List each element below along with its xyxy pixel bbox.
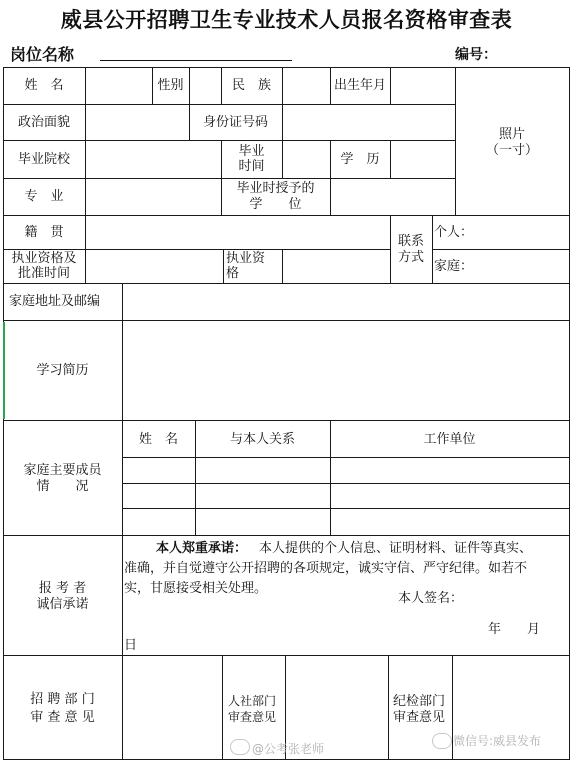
family-members-label: 家庭主要成员 bbox=[23, 463, 102, 478]
member-name-header: 姓 名 bbox=[138, 432, 178, 447]
personal-phone-label: 个人： bbox=[434, 225, 474, 240]
pledge-text-line-1: 本人提供的个人信息、证明材料、证件等真实、 bbox=[259, 541, 533, 556]
license-label-2: 格 bbox=[226, 266, 240, 281]
family-members-label-2: 情 况 bbox=[36, 479, 89, 494]
ethnicity-label: 民 族 bbox=[231, 78, 271, 93]
form-title: 威县公开招聘卫生专业技术人员报名资格审查表 bbox=[60, 8, 513, 32]
day-label: 日 bbox=[124, 638, 138, 653]
serial-number-label: 编号： bbox=[455, 47, 497, 63]
pledge-heading: 本人郑重承诺： bbox=[156, 541, 248, 556]
contact-label: 联系 bbox=[397, 234, 424, 249]
signature-label: 本人签名： bbox=[398, 591, 464, 606]
relation-header: 与本人关系 bbox=[229, 432, 295, 447]
native-place-label: 籍 贯 bbox=[24, 225, 64, 240]
birth-label: 出生年月 bbox=[333, 78, 386, 93]
political-status-label: 政治面貌 bbox=[17, 115, 70, 130]
license-time-label: 执业资格及 bbox=[11, 251, 77, 266]
wechat-logo-icon bbox=[432, 733, 452, 749]
name-label: 姓 名 bbox=[24, 78, 64, 93]
hiring-dept-label-2: 审 查 意 见 bbox=[30, 710, 95, 725]
school-label: 毕业院校 bbox=[17, 152, 70, 167]
degree-label: 毕业时授予的 bbox=[236, 181, 315, 196]
address-label: 家庭地址及邮编 bbox=[9, 294, 101, 309]
family-phone-label: 家庭： bbox=[434, 259, 474, 274]
photo-size-label: （一寸） bbox=[485, 143, 538, 158]
license-time-label-2: 批准时间 bbox=[17, 266, 70, 281]
discipline-dept-label-2: 审查意见 bbox=[393, 710, 446, 725]
discipline-dept-label: 纪检部门 bbox=[393, 694, 446, 709]
weibo-watermark: @公考张老师 bbox=[252, 742, 325, 756]
post-name-label: 岗位名称 bbox=[10, 45, 75, 64]
graduation-time-label: 毕业 bbox=[238, 144, 265, 159]
hr-dept-label-2: 审查意见 bbox=[228, 710, 277, 724]
photo-label: 照片 bbox=[498, 127, 525, 142]
work-unit-header: 工作单位 bbox=[423, 432, 476, 447]
contact-label-2: 方式 bbox=[397, 250, 424, 265]
education-label: 学 历 bbox=[340, 152, 380, 167]
weibo-logo-icon bbox=[230, 739, 250, 755]
gender-label: 性别 bbox=[157, 78, 184, 93]
pledge-label: 报 考 者 bbox=[38, 581, 87, 596]
resume-label: 学习简历 bbox=[36, 363, 89, 378]
year-month-label: 年 月 bbox=[488, 622, 541, 637]
hr-dept-label: 人社部门 bbox=[228, 694, 277, 708]
graduation-time-label-2: 时间 bbox=[238, 159, 265, 174]
id-number-label: 身份证号码 bbox=[202, 115, 268, 130]
major-label: 专 业 bbox=[24, 189, 64, 204]
pledge-text-line-2: 准确，并自觉遵守公开招聘的各项规定，诚实守信、严守纪律。如若不 bbox=[124, 561, 528, 576]
wechat-watermark: 微信号:威县发布 bbox=[453, 734, 542, 748]
degree-label-2: 学 位 bbox=[249, 197, 302, 212]
pledge-label-2: 诚信承诺 bbox=[36, 597, 89, 612]
hiring-dept-label: 招 聘 部 门 bbox=[30, 692, 95, 707]
license-label: 执业资 bbox=[226, 251, 266, 266]
pledge-text-line-3: 实，甘愿接受相关处理。 bbox=[124, 581, 268, 596]
